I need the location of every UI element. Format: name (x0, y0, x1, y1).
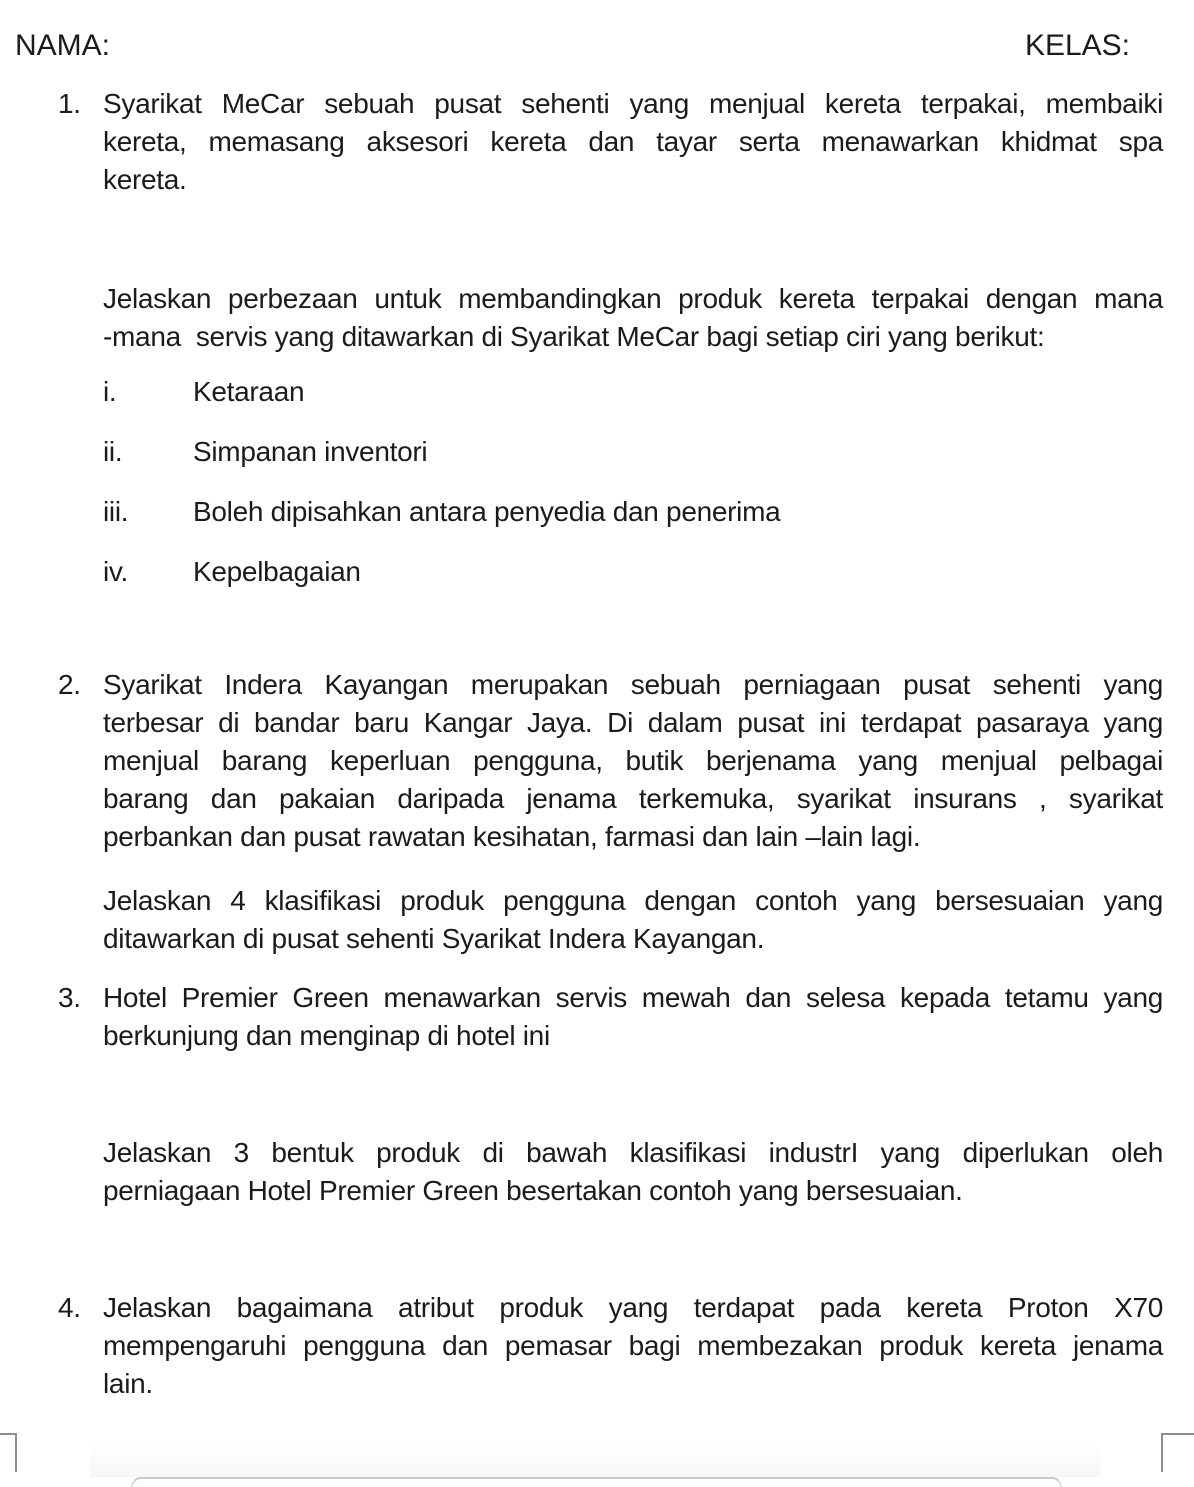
question-4-text (103, 1289, 1163, 1403)
kelas-label: KELAS: (1024, 29, 1130, 62)
text-line: Hotel Premier Green menawarkan servis mewah dan selesa kepada tetamu yang (103, 982, 1163, 1013)
text-line: Jelaskan bagaimana atribut produk yang terdapat pada kereta Proton X70 (103, 1292, 1163, 1323)
question-3-text (103, 979, 1163, 1055)
next-page-shadow (90, 1440, 1100, 1477)
text-line: Jelaskan 3 bentuk produk di bawah klasifikasi industrI yang diperlukan oleh (103, 1137, 1163, 1168)
next-page-corner-right (1161, 1433, 1194, 1472)
sublist-numeral: i. (103, 376, 117, 407)
question-1-instruction (0, 280, 1194, 356)
question-1 (0, 85, 1194, 199)
text-line: perniagaan Hotel Premier Green besertakan contoh yang bersesuaian. (103, 1175, 963, 1206)
text-line: lain. (103, 1368, 153, 1399)
sublist-label: Simpanan inventori (193, 436, 428, 467)
text-line: Jelaskan perbezaan untuk membandingkan produk kereta terpakai dengan mana (103, 283, 1163, 314)
text-line: menjual barang keperluan pengguna, butik berjenama yang menjual pelbagai (103, 745, 1163, 776)
question-1-text (103, 85, 1163, 199)
page-header (0, 0, 1194, 65)
sublist-numeral: iii. (103, 496, 129, 527)
sublist-item-ii (103, 433, 1163, 471)
question-2-number: 2. (58, 669, 81, 700)
text-line: -mana servis yang ditawarkan di Syarikat MeCar bagi setiap ciri yang berikut: (103, 321, 1045, 352)
sublist-label: Kepelbagaian (193, 556, 361, 587)
sublist-numeral: ii. (103, 436, 123, 467)
next-page-top-edge (131, 1477, 1062, 1487)
text-line: ditawarkan di pusat sehenti Syarikat Indera Kayangan. (103, 923, 765, 954)
question-3 (0, 979, 1194, 1055)
sublist-item-i (103, 373, 1163, 411)
text-line: kereta. (103, 164, 187, 195)
question-2-text (103, 666, 1163, 856)
sublist-label: Boleh dipisahkan antara penyedia dan penerima (193, 496, 781, 527)
text-line: Syarikat Indera Kayangan merupakan sebuah perniagaan pusat sehenti yang (103, 669, 1163, 700)
text-line: perbankan dan pusat rawatan kesihatan, farmasi dan lain –lain lagi. (103, 821, 921, 852)
sublist-item-iii (103, 493, 1163, 531)
question-1-sublist (0, 373, 1194, 591)
question-4-number: 4. (58, 1292, 81, 1323)
text-line: Jelaskan 4 klasifikasi produk pengguna dengan contoh yang bersesuaian yang (103, 885, 1163, 916)
text-line: terbesar di bandar baru Kangar Jaya. Di dalam pusat ini terdapat pasaraya yang (103, 707, 1163, 738)
question-2-task (0, 882, 1194, 958)
text-line: barang dan pakaian daripada jenama terkemuka, syarikat insurans , syarikat (103, 783, 1163, 814)
text-line: Syarikat MeCar sebuah pusat sehenti yang menjual kereta terpakai, membaiki (103, 88, 1163, 119)
question-3-task (0, 1134, 1194, 1210)
sublist-label: Ketaraan (193, 376, 305, 407)
next-page-corner-left (0, 1433, 17, 1472)
question-3-number: 3. (58, 982, 81, 1013)
text-line: mempengaruhi pengguna dan pemasar bagi membezakan produk kereta jenama (103, 1330, 1163, 1361)
text-line: kereta, memasang aksesori kereta dan tayar serta menawarkan khidmat spa (103, 126, 1163, 157)
sublist-item-iv (103, 553, 1163, 591)
question-4 (0, 1289, 1194, 1403)
question-2 (0, 666, 1194, 856)
name-label: NAMA: (15, 29, 111, 62)
sublist-numeral: iv. (103, 556, 129, 587)
text-line: berkunjung dan menginap di hotel ini (103, 1020, 550, 1051)
question-1-number: 1. (58, 88, 81, 119)
